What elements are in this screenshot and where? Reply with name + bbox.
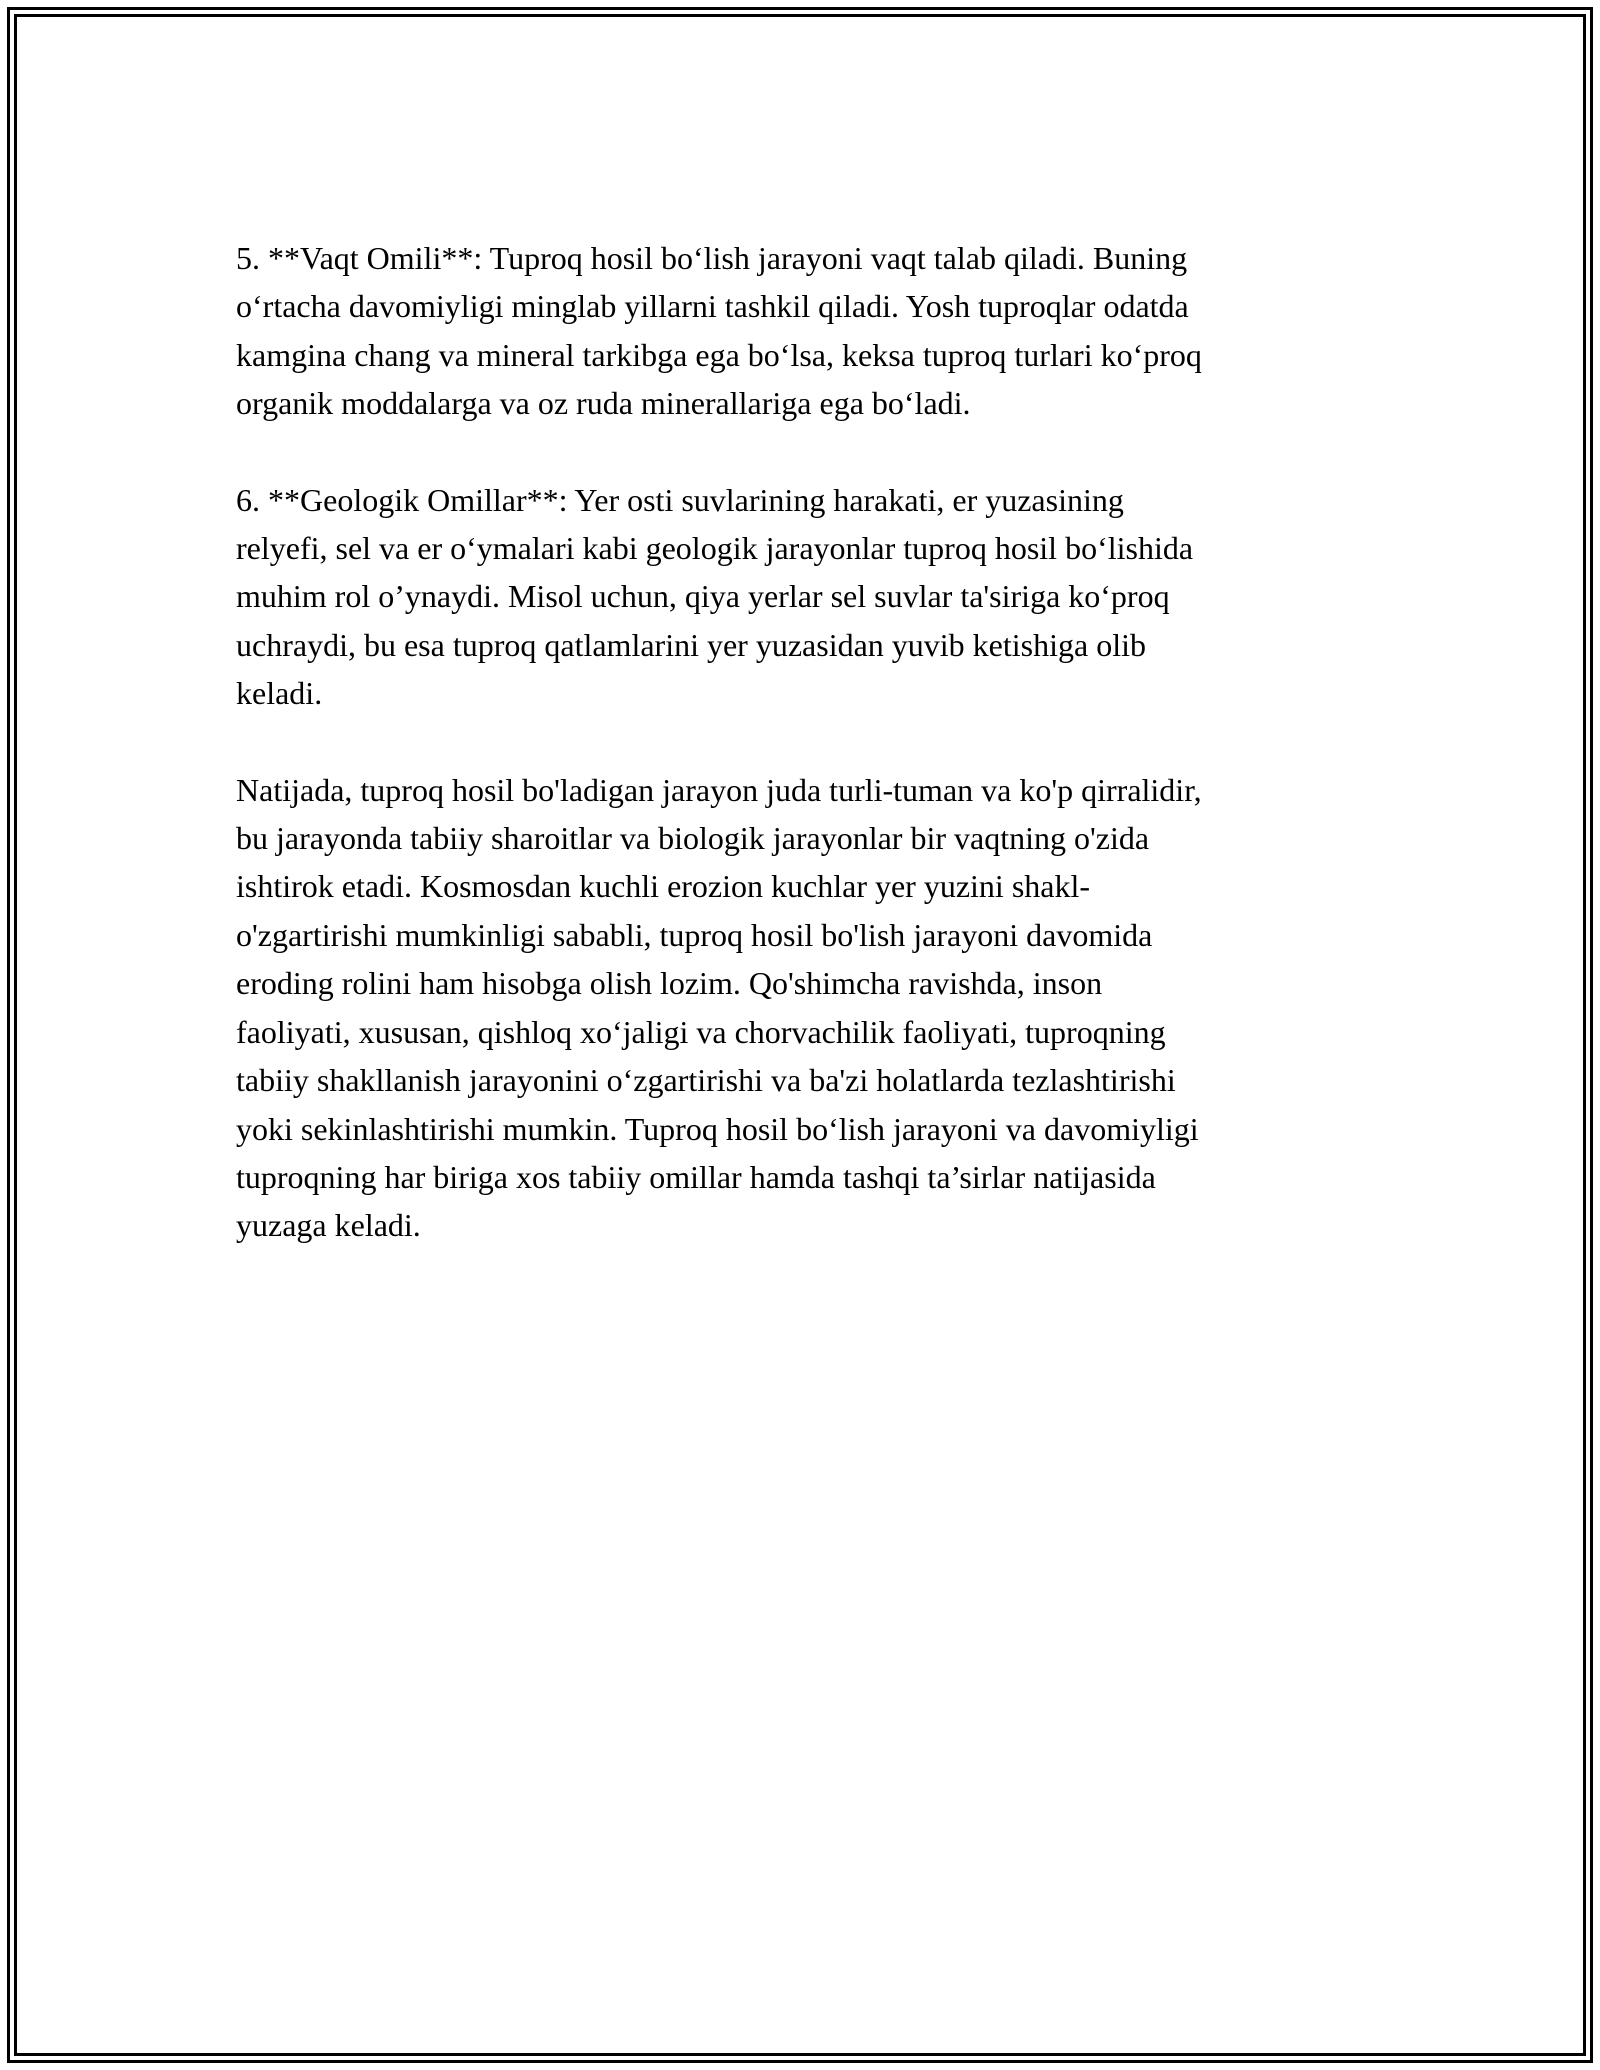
- text-line: relyefi, sel va er oʻymalari kabi geologik jarayonlar tuproq hosil boʻlishida: [236, 530, 1194, 567]
- text-line: muhim rol o’ynaydi. Misol uchun, qiya yerlar sel suvlar ta'siriga koʻproq: [236, 578, 1170, 615]
- text-line: Natijada, tuproq hosil bo'ladigan jarayon juda turli-tuman va ko'p qirralidir,: [236, 771, 1202, 808]
- text-line: tuproqning har biriga xos tabiiy omillar hamda tashqi ta’sirlar natijasida: [236, 1158, 1156, 1195]
- text-line: organik moddalarga va oz ruda minerallariga ega boʻladi.: [236, 385, 971, 422]
- text-line: 5. **Vaqt Omili**: Tuproq hosil boʻlish jarayoni vaqt talab qiladi. Buning: [236, 240, 1188, 276]
- document-body: [236, 234, 1356, 1298]
- text-line: oʻrtacha davomiyligi minglab yillarni tashkil qiladi. Yosh tuproqlar odatda: [236, 288, 1189, 325]
- paragraph-vaqt-omili: [236, 234, 1356, 428]
- text-line: faoliyati, xususan, qishloq xoʻjaligi va chorvachilik faoliyati, tuproqning: [236, 1013, 1166, 1050]
- text-line: keladi.: [236, 675, 323, 712]
- text-line: uchraydi, bu esa tuproq qatlamlarini yer yuzasidan yuvib ketishiga olib: [236, 626, 1146, 663]
- paragraph-geologik-omillar: [236, 476, 1356, 718]
- text-line: bu jarayonda tabiiy sharoitlar va biologik jarayonlar bir vaqtning o'zida: [236, 820, 1150, 857]
- paragraph-natijada: [236, 766, 1356, 1250]
- text-line: yoki sekinlashtirishi mumkin. Tuproq hosil boʻlish jarayoni va davomiyligi: [236, 1110, 1199, 1147]
- text-line: yuzaga keladi.: [236, 1207, 421, 1244]
- text-line: ishtirok etadi. Kosmosdan kuchli erozion kuchlar yer yuzini shakl-: [236, 868, 1091, 905]
- text-line: 6. **Geologik Omillar**: Yer osti suvlarining harakati, er yuzasining: [236, 481, 1124, 518]
- text-line: kamgina chang va mineral tarkibga ega boʻlsa, keksa tuproq turlari koʻproq: [236, 336, 1202, 373]
- text-line: tabiiy shakllanish jarayonini oʻzgartirishi va ba'zi holatlarda tezlashtirishi: [236, 1062, 1176, 1099]
- text-line: eroding rolini ham hisobga olish lozim. Qo'shimcha ravishda, inson: [236, 965, 1103, 1002]
- text-line: o'zgartirishi mumkinligi sababli, tuproq hosil bo'lish jarayoni davomida: [236, 916, 1153, 953]
